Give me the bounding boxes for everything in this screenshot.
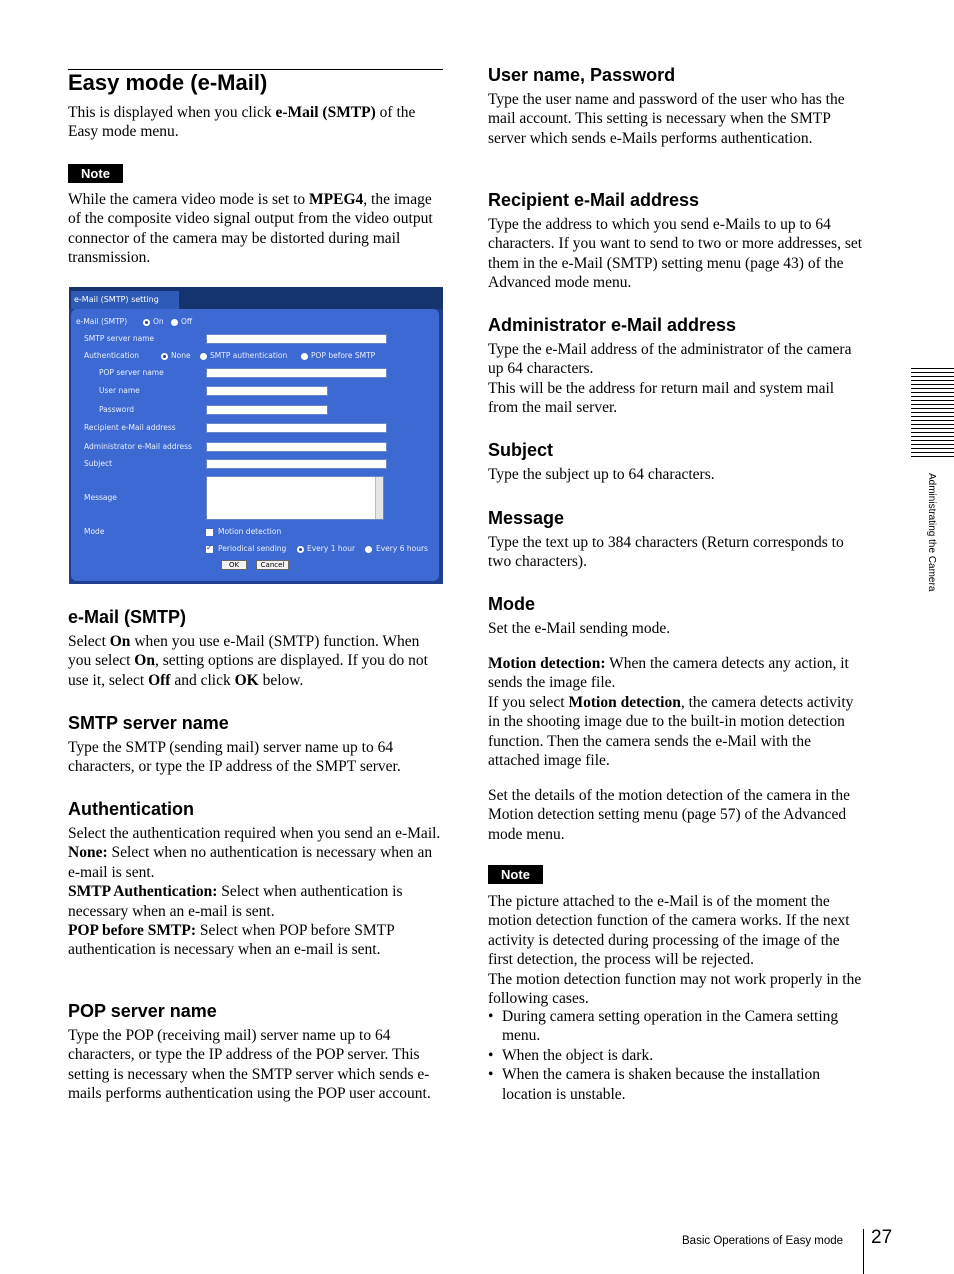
every-6-hours-label: Every 6 hours: [376, 544, 428, 553]
message-label: Message: [84, 493, 117, 502]
subject-paragraph: Type the subject up to 64 characters.: [488, 466, 715, 483]
message-paragraph: Type the text up to 384 characters (Return corresponds to two characters).: [488, 534, 844, 571]
page-title: Easy mode (e-Mail): [68, 70, 268, 95]
off-label: Off: [181, 317, 193, 326]
intro-paragraph: This is displayed when you click e-Mail (SMTP) of the Easy mode menu.: [68, 104, 416, 141]
page-number: 27: [871, 1227, 893, 1248]
message-scrollbar[interactable]: [375, 477, 383, 519]
heading-pop-server-name: POP server name: [68, 1001, 217, 1021]
note2-paragraph: The picture attached to the e-Mail is of the moment the motion detection function of the camera works. If the next activity is detected during processing of the image of the first detection, the process will be rejected. The motion detection function may not work properly in the following cases.: [488, 893, 862, 1008]
email-smtp-paragraph: Select On when you use e-Mail (SMTP) function. When you select On, setting options are displayed. If you do not use it, select Off and click OK below.: [68, 633, 428, 689]
heading-smtp-server-name: SMTP server name: [68, 713, 229, 733]
on-label: On: [153, 317, 164, 326]
heading-message: Message: [488, 508, 565, 528]
list-item: • When the object is dark.: [488, 1046, 864, 1065]
pop-server-name-label: POP server name: [99, 368, 164, 377]
section-tab-label: Administrating the Camera: [926, 473, 937, 592]
every-6-hours-radio[interactable]: [365, 546, 372, 553]
recipient-paragraph: Type the address to which you send e-Mails to up to 64 characters. If you want to send to two or more addresses, set them in the e-Mail (SMTP) setting menu (page 43) of the Advanced mode menu.: [488, 216, 863, 292]
mode-paragraph: Set the e-Mail sending mode.: [488, 620, 671, 637]
subject-label: Subject: [84, 459, 113, 468]
none-radio[interactable]: [161, 353, 168, 360]
pop-server-name-input[interactable]: [206, 368, 387, 378]
subject-input[interactable]: [206, 459, 387, 469]
administrator-input[interactable]: [206, 442, 387, 452]
recipient-input[interactable]: [206, 423, 387, 433]
list-item: • During camera setting operation in the Camera setting menu.: [488, 1007, 864, 1046]
smtp-server-name-label: SMTP server name: [84, 334, 155, 343]
heading-user-name-password: User name, Password: [488, 65, 676, 85]
motion-detection-label: Motion detection: [218, 527, 282, 536]
every-1-hour-label: Every 1 hour: [307, 544, 356, 553]
email-settings-screenshot: [69, 287, 443, 584]
none-label: None: [171, 351, 191, 360]
motion-detection-checkbox[interactable]: [206, 529, 213, 536]
screenshot-tab-bar: [69, 287, 443, 309]
ok-button[interactable]: OK: [221, 560, 247, 570]
heading-recipient: Recipient e-Mail address: [488, 190, 700, 210]
off-radio[interactable]: [171, 319, 178, 326]
administrator-label: Administrator e-Mail address: [84, 442, 192, 451]
periodical-sending-checkbox[interactable]: [206, 546, 213, 553]
message-textarea[interactable]: [206, 476, 384, 520]
list-item: • When the camera is shaken because the installation location is unstable.: [488, 1065, 864, 1104]
user-name-paragraph: Type the user name and password of the user who has the mail account. This setting is necessary when the SMTP server which sends e-Mails performs authentication.: [488, 91, 845, 147]
recipient-label: Recipient e-Mail address: [84, 423, 176, 432]
heading-email-smtp: e-Mail (SMTP): [68, 607, 187, 627]
smtp-auth-label: SMTP authentication: [210, 351, 288, 360]
cancel-button[interactable]: Cancel: [256, 560, 289, 570]
motion-detection-settings-paragraph: Set the details of the motion detection of the camera in the Motion detection setting menu (page 57) of the Advanced mode menu.: [488, 787, 850, 843]
password-input[interactable]: [206, 405, 328, 415]
authentication-paragraph: Select the authentication required when you send an e-Mail. None: Select when no authentication is necessary when an e-mail is sent. SMTP Authentication: Select when authentication is necessary when an e-mail is sent. POP before SMTP: Select when POP before SMTP authentication is necessary when an e-mail is sent.: [68, 825, 441, 959]
email-smtp-label: e-Mail (SMTP): [76, 317, 128, 326]
smtp-server-name-input[interactable]: [206, 334, 387, 344]
pop-before-smtp-label: POP before SMTP: [311, 351, 376, 360]
mode-label: Mode: [84, 527, 105, 536]
password-label: Password: [99, 405, 135, 414]
periodical-sending-label: Periodical sending: [218, 544, 287, 553]
user-name-input[interactable]: [206, 386, 328, 396]
on-radio[interactable]: [143, 319, 150, 326]
heading-authentication: Authentication: [68, 799, 194, 819]
authentication-label: Authentication: [84, 351, 140, 360]
screenshot-tab: e-Mail (SMTP) setting: [71, 291, 179, 309]
heading-administrator: Administrator e-Mail address: [488, 315, 737, 335]
smtp-server-paragraph: Type the SMTP (sending mail) server name up to 64 characters, or type the IP address of the SMPT server.: [68, 739, 401, 776]
note-badge: Note: [68, 164, 123, 183]
user-name-label: User name: [99, 386, 140, 395]
motion-detection-paragraph: Motion detection: When the camera detects any action, it sends the image file. If you select Motion detection, the camera detects activity in the shooting image due to the built-in motion detection function. Then the camera sends the e-Mail with the attached image file.: [488, 655, 854, 770]
note2-bullet-list: [488, 1007, 864, 1104]
footer-divider: [863, 1229, 864, 1274]
heading-subject: Subject: [488, 440, 554, 460]
screenshot-form: [71, 309, 439, 581]
pop-server-paragraph: Type the POP (receiving mail) server name up to 64 characters, or type the IP address of the POP server. This setting is necessary when the SMTP server which sends e-mails performs authentication using the POP user account.: [68, 1027, 431, 1103]
every-1-hour-radio[interactable]: [297, 546, 304, 553]
note-badge-2: Note: [488, 865, 543, 884]
heading-mode: Mode: [488, 594, 535, 614]
administrator-paragraph: Type the e-Mail address of the administrator of the camera up 64 characters. This will be the address for return mail and system mail from the mail server.: [488, 341, 852, 417]
note-paragraph: While the camera video mode is set to MPEG4, the image of the composite video signal output from the video output connector of the camera may be distorted during mail transmission.: [68, 191, 433, 267]
smtp-auth-radio[interactable]: [200, 353, 207, 360]
section-tab-marker: [911, 368, 954, 460]
footer-section-title: Basic Operations of Easy mode: [682, 1235, 844, 1247]
pop-before-smtp-radio[interactable]: [301, 353, 308, 360]
